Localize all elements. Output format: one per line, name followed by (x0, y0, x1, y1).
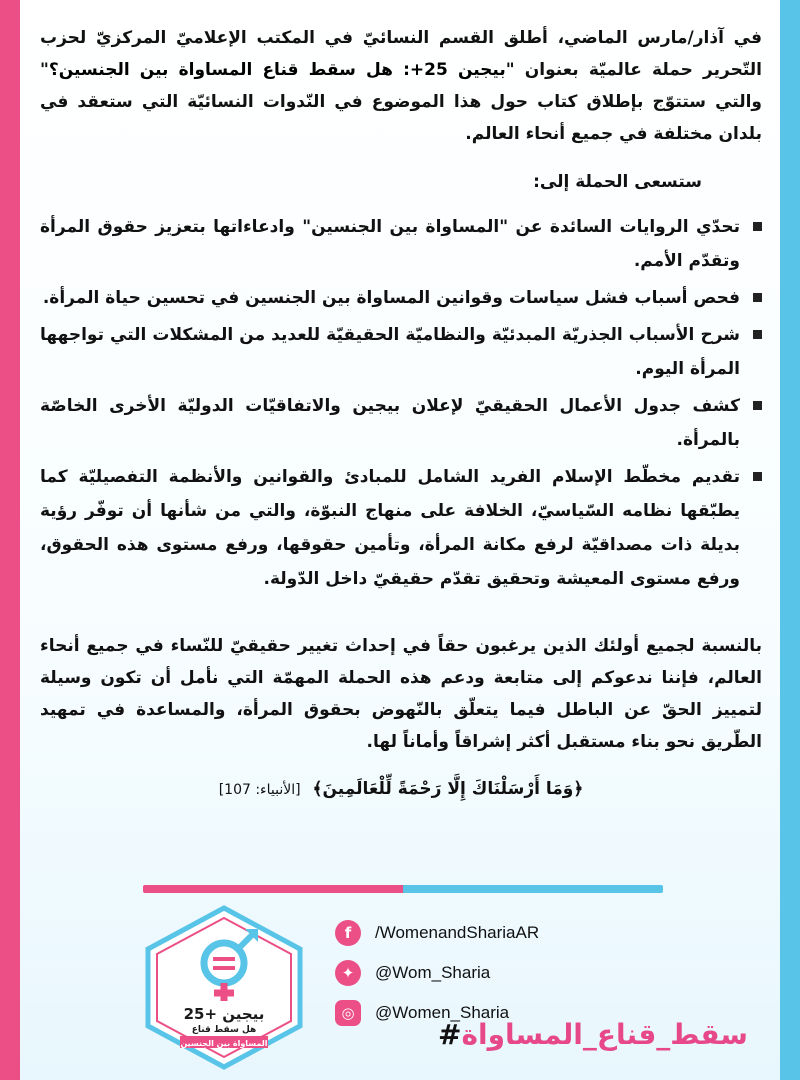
goals-list (40, 210, 762, 596)
goal-item (40, 210, 762, 278)
goal-text: فحص أسباب فشل سياسات وقوانين المساواة بين الجنسين في تحسين حياة المرأة. (42, 288, 740, 308)
goal-text: تقديم مخطّط الإسلام الفريد الشامل للمبادئ والقوانين والأنظمة التفصيليّة كما يطبّقها نظامه السّياسيّ، الخلافة على منهاج النبوّة، والتي من شأنها أن توفّر رؤية بديلة ذات مصداقيّة لرفع مكانة المرأة، وتأمين حقوقها، ورفع مستوى هذه الحقوق، ورفع مستوى المعيشة وتحقيق تقدّم حقيقيّ داخل الدّولة. (40, 467, 740, 589)
bullet-icon (753, 472, 762, 481)
campaign-title: بيجين 25+: هل سقط قناع المساواة بين الجنسين؟ (48, 60, 506, 80)
bullet-icon (753, 293, 762, 302)
intro-text-start: في آذار/مارس الماضي، أطلق القسم النسائيّ في المكتب الإعلاميّ المركزيّ لحزب التّحرير حملة عالميّة بعنوان " (40, 28, 762, 80)
goal-item (40, 460, 762, 596)
goal-item (40, 318, 762, 386)
equal-sign-top (213, 957, 235, 961)
intro-text-end: " والتي ستتوّج بإطلاق كتاب حول هذا الموضوع في النّدوات النسائيّة التي ستعقد في بلدان مختلفة في جميع أنحاء العالم. (40, 60, 762, 144)
instagram-icon: ◎ (335, 1000, 361, 1026)
goal-item (40, 389, 762, 457)
goals-lead: ستسعى الحملة إلى: (533, 172, 702, 192)
bullet-icon (753, 401, 762, 410)
closing-paragraph: بالنسبة لجميع أولئك الذين يرغبون حقاً في إحداث تغيير حقيقيّ للنّساء في جميع أنحاء العالم، فإننا ندعوكم إلى متابعة ودعم هذه الحملة المهمّة التي نأمل أن تكون وسيلة لتمييز الحقّ عن الباطل فيما يتعلّق بالنّهوض بحقوق المرأة، والمساعدة في تمهيد الطّريق نحو بناء مستقبل أكثر إشراقاً وأماناً لها. (40, 636, 762, 752)
facebook-icon: f (335, 920, 361, 946)
equal-sign-bottom (213, 966, 235, 970)
quran-verse (40, 778, 762, 799)
pink-blue-divider (143, 885, 663, 893)
bullet-icon (753, 330, 762, 339)
instagram-handle[interactable]: @Women_Sharia (375, 1003, 510, 1022)
goal-text: كشف جدول الأعمال الحقيقيّ لإعلان بيجين والاتفاقيّات الدوليّة الأخرى الخاصّة بالمرأة. (40, 396, 740, 450)
hashtag-symbol: # (438, 1018, 462, 1051)
article-body (40, 22, 762, 799)
verse-reference: [الأنبياء: 107] (218, 782, 301, 798)
verse-text: ﴿وَمَا أَرْسَلْنَاكَ إِلَّا رَحْمَةً لِّلْعَالَمِينَ﴾ (312, 779, 584, 799)
logo-line2: المساواة بين الجنسين (180, 1039, 268, 1048)
logo-title: بيجين +25 (183, 1005, 265, 1023)
logo-line1: هل سقط قناع (191, 1025, 257, 1035)
goal-text: تحدّي الروايات السائدة عن "المساواة بين الجنسين" وادعاءاتها بتعزيز حقوق المرأة وتقدّم الأمم. (40, 217, 740, 271)
hashtag-text: سقط_قناع_المساواة (461, 1018, 748, 1051)
left-pink-stripe (0, 0, 20, 1080)
social-links (335, 915, 539, 1035)
twitter-handle[interactable]: @Wom_Sharia (375, 963, 491, 982)
twitter-icon: ✦ (335, 960, 361, 986)
social-twitter[interactable] (335, 955, 539, 991)
goal-item (40, 281, 762, 315)
right-blue-stripe (780, 0, 800, 1080)
facebook-handle[interactable]: /WomenandShariaAR (375, 923, 540, 942)
bullet-icon (753, 222, 762, 231)
campaign-hashtag[interactable] (438, 1018, 748, 1051)
goal-text: شرح الأسباب الجذريّة المبدئيّة والنظاميّة الحقيقيّة للعديد من المشكلات التي تواجهها المرأة اليوم. (40, 325, 740, 379)
intro-paragraph (40, 22, 762, 150)
campaign-logo (140, 905, 308, 1070)
social-facebook[interactable] (335, 915, 539, 951)
